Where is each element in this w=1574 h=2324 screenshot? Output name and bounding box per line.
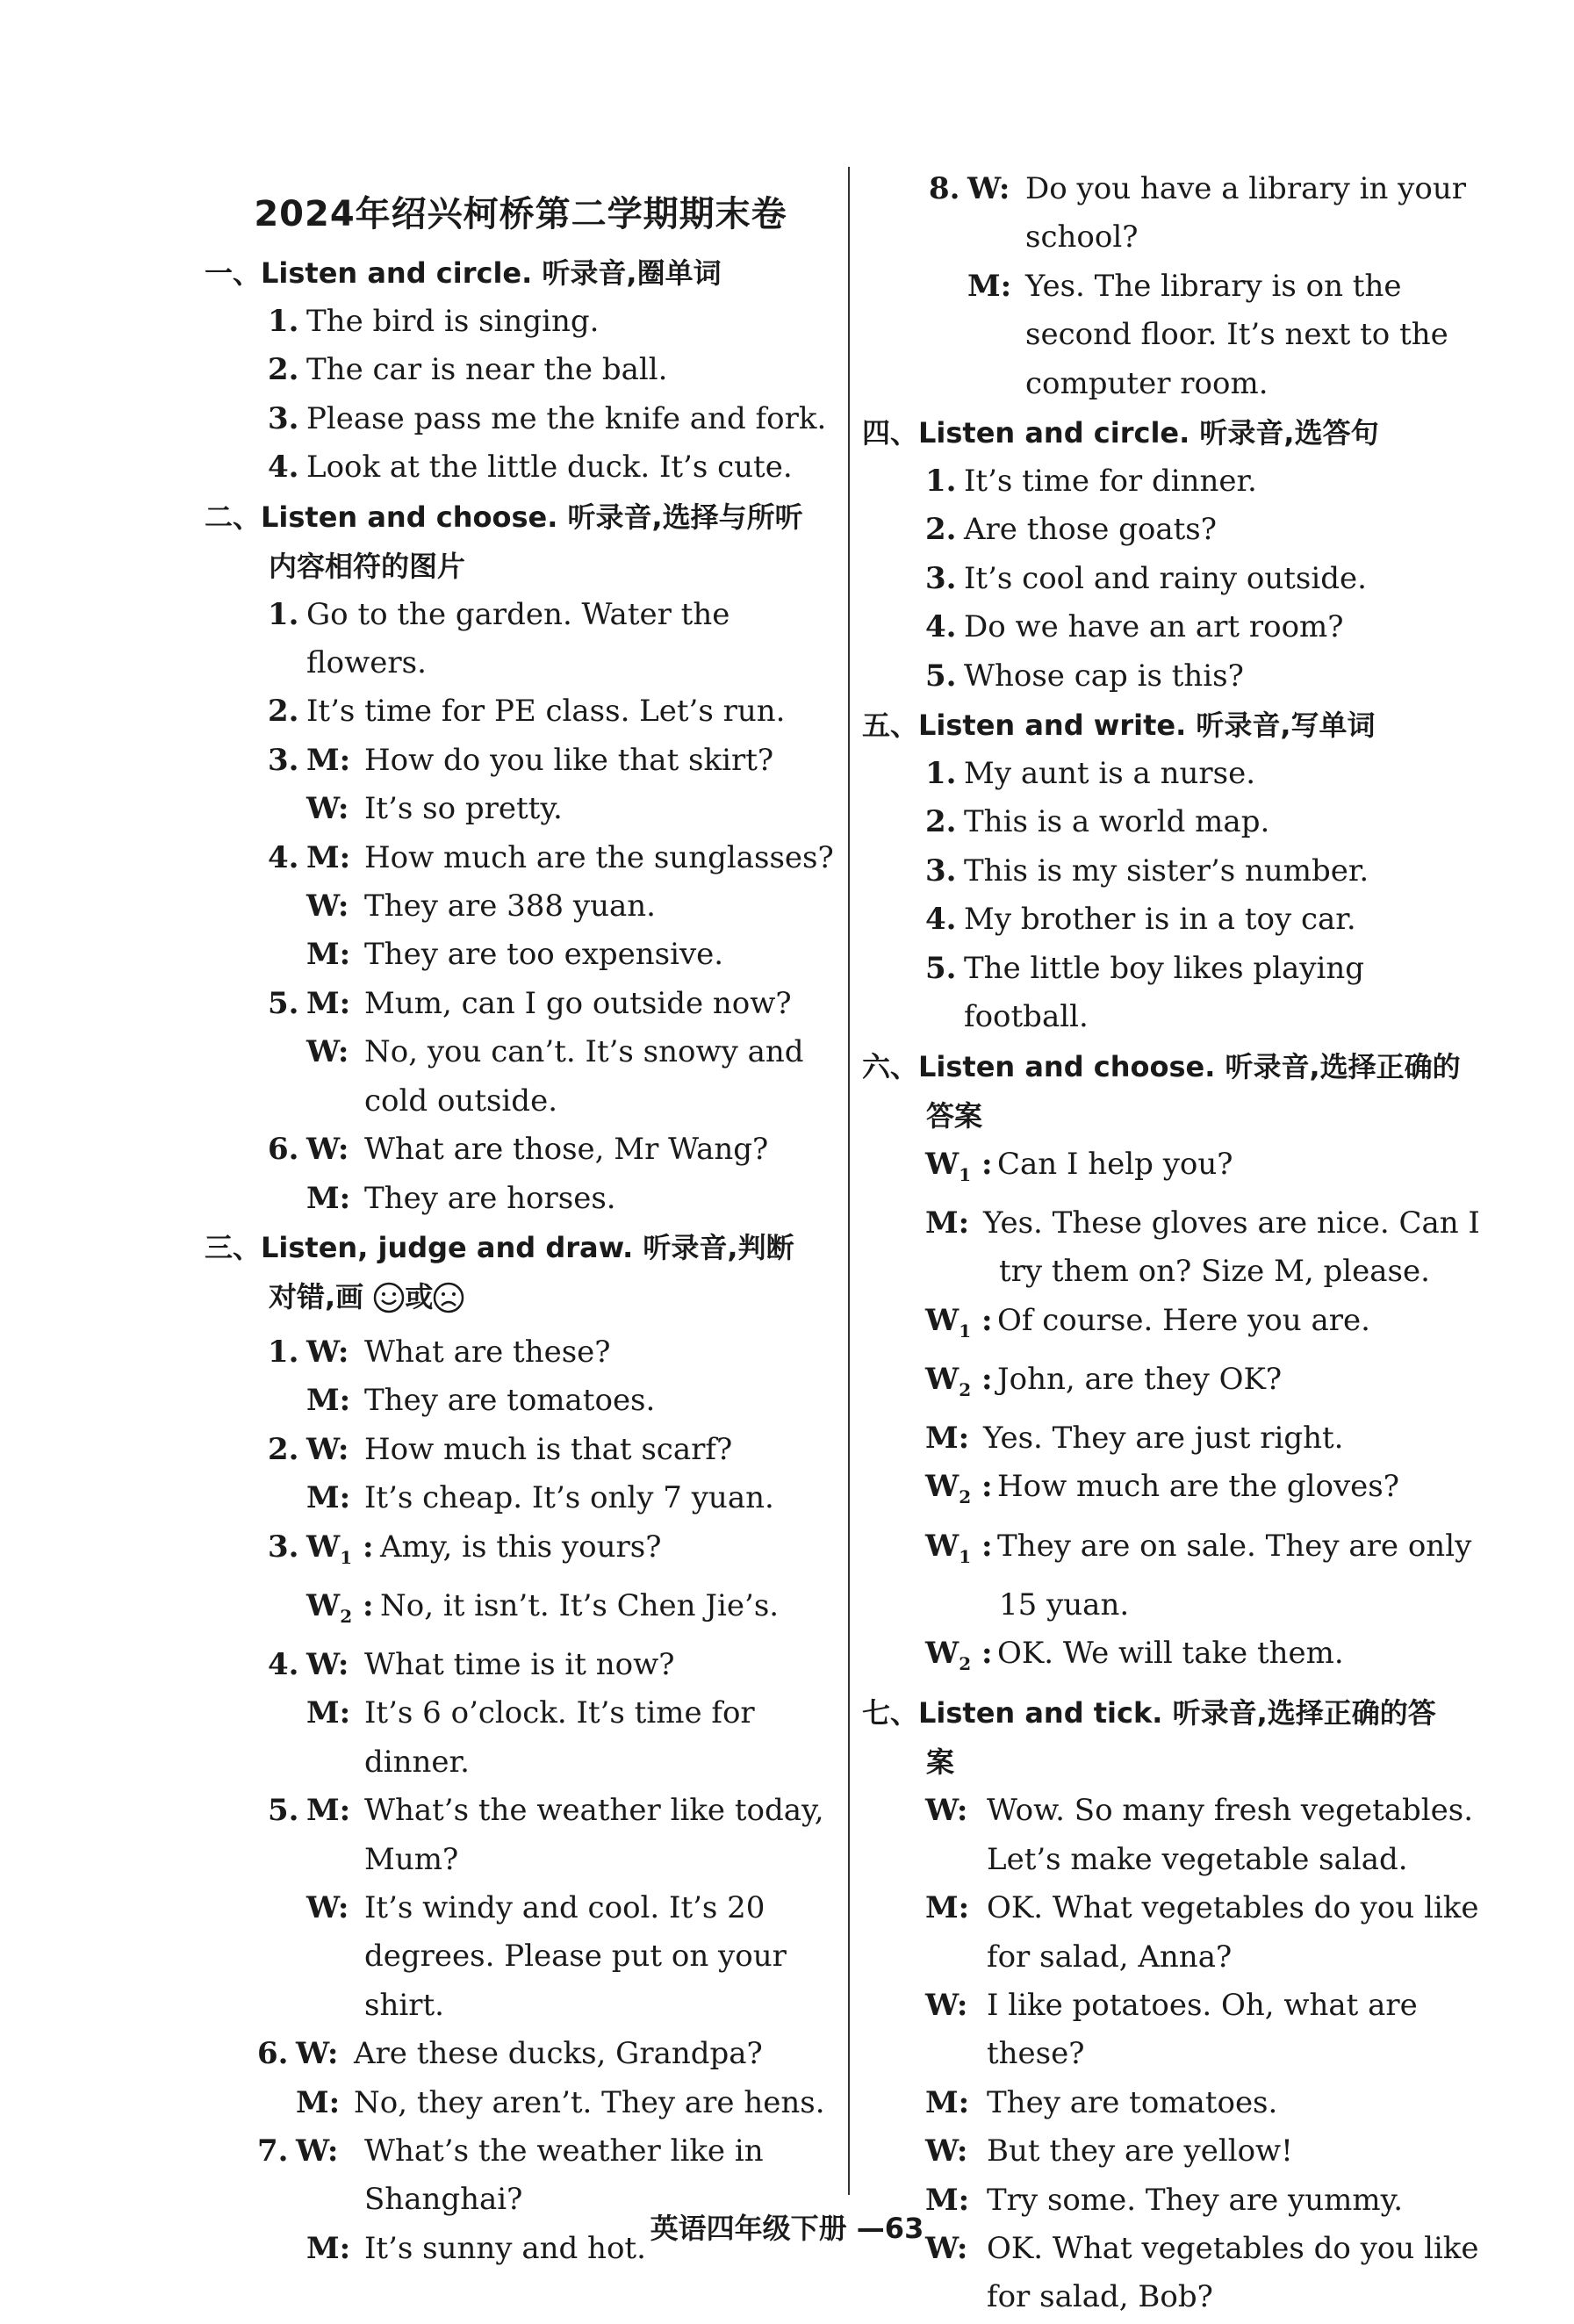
left-column: [205, 158, 837, 2273]
section-3-heading: 三、Listen, judge and draw. 听录音,判断: [205, 1230, 794, 1264]
dialog-line: 1. W: What are these?: [268, 1334, 611, 1370]
dialog-line: Mum?: [364, 1841, 459, 1877]
dialog-line: W: Wow. So many fresh vegetables.: [925, 1793, 1474, 1829]
list-item: 1. Go to the garden. Water the flowers.: [268, 596, 730, 681]
dialog-line: $W_2$ : No, it isn’t. It’s Chen Jie’s.: [306, 1587, 780, 1627]
section-4-heading: 四、Listen and circle. 听录音,选答句: [862, 416, 1379, 450]
dialog-line: 6. W: Are these ducks, Grandpa?: [257, 2036, 763, 2072]
dialog-line: Shanghai?: [364, 2182, 523, 2218]
dialog-line: W: OK. What vegetables do you like: [925, 2231, 1479, 2266]
dialog-line: W: I like potatoes. Oh, what are: [925, 1987, 1418, 2023]
dialog-line: for salad, Bob?: [987, 2279, 1213, 2315]
dialog-line: M: They are horses.: [306, 1180, 616, 1216]
dialog-line: try them on? Size M, please.: [999, 1254, 1430, 1290]
right-column: [862, 165, 1490, 2322]
dialog-line: W: They are 388 yuan.: [306, 889, 656, 925]
section-2-heading: 二、Listen and choose. 听录音,选择与所听: [205, 500, 803, 534]
dialog-line: M: They are tomatoes.: [925, 2084, 1278, 2120]
column-divider: [848, 167, 850, 2195]
dialog-line: school?: [1025, 219, 1139, 255]
list-item: 1. My aunt is a nurse.: [925, 756, 1255, 792]
dialog-line: these?: [987, 2036, 1085, 2072]
dialog-line: M: They are too expensive.: [306, 937, 724, 973]
list-item: 4. Look at the little duck. It’s cute.: [268, 450, 793, 486]
dialog-line: 15 yuan.: [999, 1587, 1130, 1622]
dialog-line: 2. W: How much is that scarf?: [268, 1431, 733, 1467]
list-item: 1. The bird is singing.: [268, 304, 600, 339]
dialog-line: M: Try some. They are yummy.: [925, 2182, 1404, 2218]
list-item: 3. Please pass me the knife and fork.: [268, 400, 827, 436]
dialog-line: 8. W: Do you have a library in your: [929, 171, 1467, 206]
dialog-line: cold outside.: [364, 1083, 558, 1119]
dialog-line: dinner.: [364, 1744, 470, 1780]
dialog-line: $W_1$ : Of course. Here you are.: [925, 1302, 1370, 1342]
smiley-face-icon: [373, 1279, 405, 1328]
dialog-line: $W_2$ : How much are the gloves?: [925, 1469, 1399, 1508]
dialog-line: 4. M: How much are the sunglasses?: [268, 839, 834, 875]
dialog-line: M: It’s cheap. It’s only 7 yuan.: [306, 1480, 774, 1516]
dialog-line: M: It’s 6 o’clock. It’s time for: [306, 1695, 755, 1731]
section-3-heading-cont: 对错,画 或: [205, 1272, 837, 1328]
dialog-line: 5. M: Mum, can I go outside now?: [268, 985, 792, 1021]
dialog-line: $W_2$ : OK. We will take them.: [925, 1636, 1344, 1674]
dialog-line: computer room.: [1025, 365, 1269, 401]
list-item: 2. It’s time for PE class. Let’s run.: [268, 694, 786, 730]
dialog-line: $W_1$ : Can I help you?: [925, 1146, 1233, 1185]
sad-face-icon: [433, 1279, 464, 1328]
dialog-line: M: Yes. These gloves are nice. Can I: [925, 1205, 1480, 1241]
dialog-line: $W_2$ : John, are they OK?: [925, 1361, 1283, 1400]
list-item: 1. It’s time for dinner.: [925, 464, 1257, 500]
dialog-line: second floor. It’s next to the: [1025, 317, 1448, 353]
dialog-line: W: But they are yellow!: [925, 2133, 1293, 2169]
page-title: 2024年绍兴柯桥第二学期期末卷: [254, 194, 787, 234]
dialog-line: M: It’s sunny and hot.: [306, 2230, 646, 2266]
list-item: 3. It’s cool and rainy outside.: [925, 560, 1367, 596]
list-item: 4. Do we have an art room?: [925, 609, 1344, 645]
dialog-line: $W_1$ : They are on sale. They are only: [925, 1528, 1472, 1567]
dialog-line: M: Yes. The library is on the: [967, 268, 1402, 304]
section-5-heading: 五、Listen and write. 听录音,写单词: [862, 709, 1376, 743]
dialog-line: W: It’s so pretty.: [306, 791, 563, 827]
list-item: 2. Are those goats?: [925, 512, 1217, 548]
page-footer: 英语四年级下册 —63: [650, 2212, 924, 2245]
dialog-line: M: OK. What vegetables do you like: [925, 1890, 1479, 1926]
dialog-line: degrees. Please put on your: [364, 1939, 787, 1975]
section-7-heading: 七、Listen and tick. 听录音,选择正确的答: [862, 1696, 1436, 1730]
list-item: 4. My brother is in a toy car.: [925, 902, 1356, 938]
dialog-line: 3. M: How do you like that skirt?: [268, 742, 774, 778]
dialog-line: shirt.: [364, 1987, 444, 2023]
dialog-line: M: Yes. They are just right.: [925, 1420, 1344, 1456]
list-item: 2. The car is near the ball.: [268, 352, 668, 388]
section-6-heading-cont: 答案: [926, 1098, 983, 1133]
dialog-line: 3. $W_1$ : Amy, is this yours?: [268, 1529, 662, 1568]
section-2-heading-cont: 内容相符的图片: [269, 549, 466, 583]
list-item: 3. This is my sister’s number.: [925, 853, 1369, 889]
dialog-line: W: It’s windy and cool. It’s 20: [306, 1889, 765, 1925]
dialog-line: 4. W: What time is it now?: [268, 1646, 675, 1682]
dialog-line: M: They are tomatoes.: [306, 1383, 656, 1419]
section-6-heading: 六、Listen and choose. 听录音,选择正确的: [862, 1049, 1461, 1083]
list-item: 5. The little boy likes playing football.: [925, 950, 1365, 1035]
section-7-heading-cont: 案: [926, 1745, 955, 1780]
dialog-line: W: No, you can’t. It’s snowy and: [306, 1034, 804, 1070]
dialog-line: 5. M: What’s the weather like today,: [268, 1793, 824, 1829]
list-item: 5. Whose cap is this?: [925, 658, 1244, 694]
dialog-line: for salad, Anna?: [987, 1939, 1233, 1975]
dialog-line: Let’s make vegetable salad.: [987, 1841, 1408, 1877]
dialog-line: 7. W: What’s the weather like in: [257, 2133, 764, 2169]
dialog-line: 6. W: What are those, Mr Wang?: [268, 1132, 769, 1168]
list-item: 2. This is a world map.: [925, 804, 1270, 840]
section-1-heading: 一、Listen and circle. 听录音,圈单词: [205, 256, 722, 290]
dialog-line: M: No, they aren’t. They are hens.: [296, 2084, 825, 2120]
